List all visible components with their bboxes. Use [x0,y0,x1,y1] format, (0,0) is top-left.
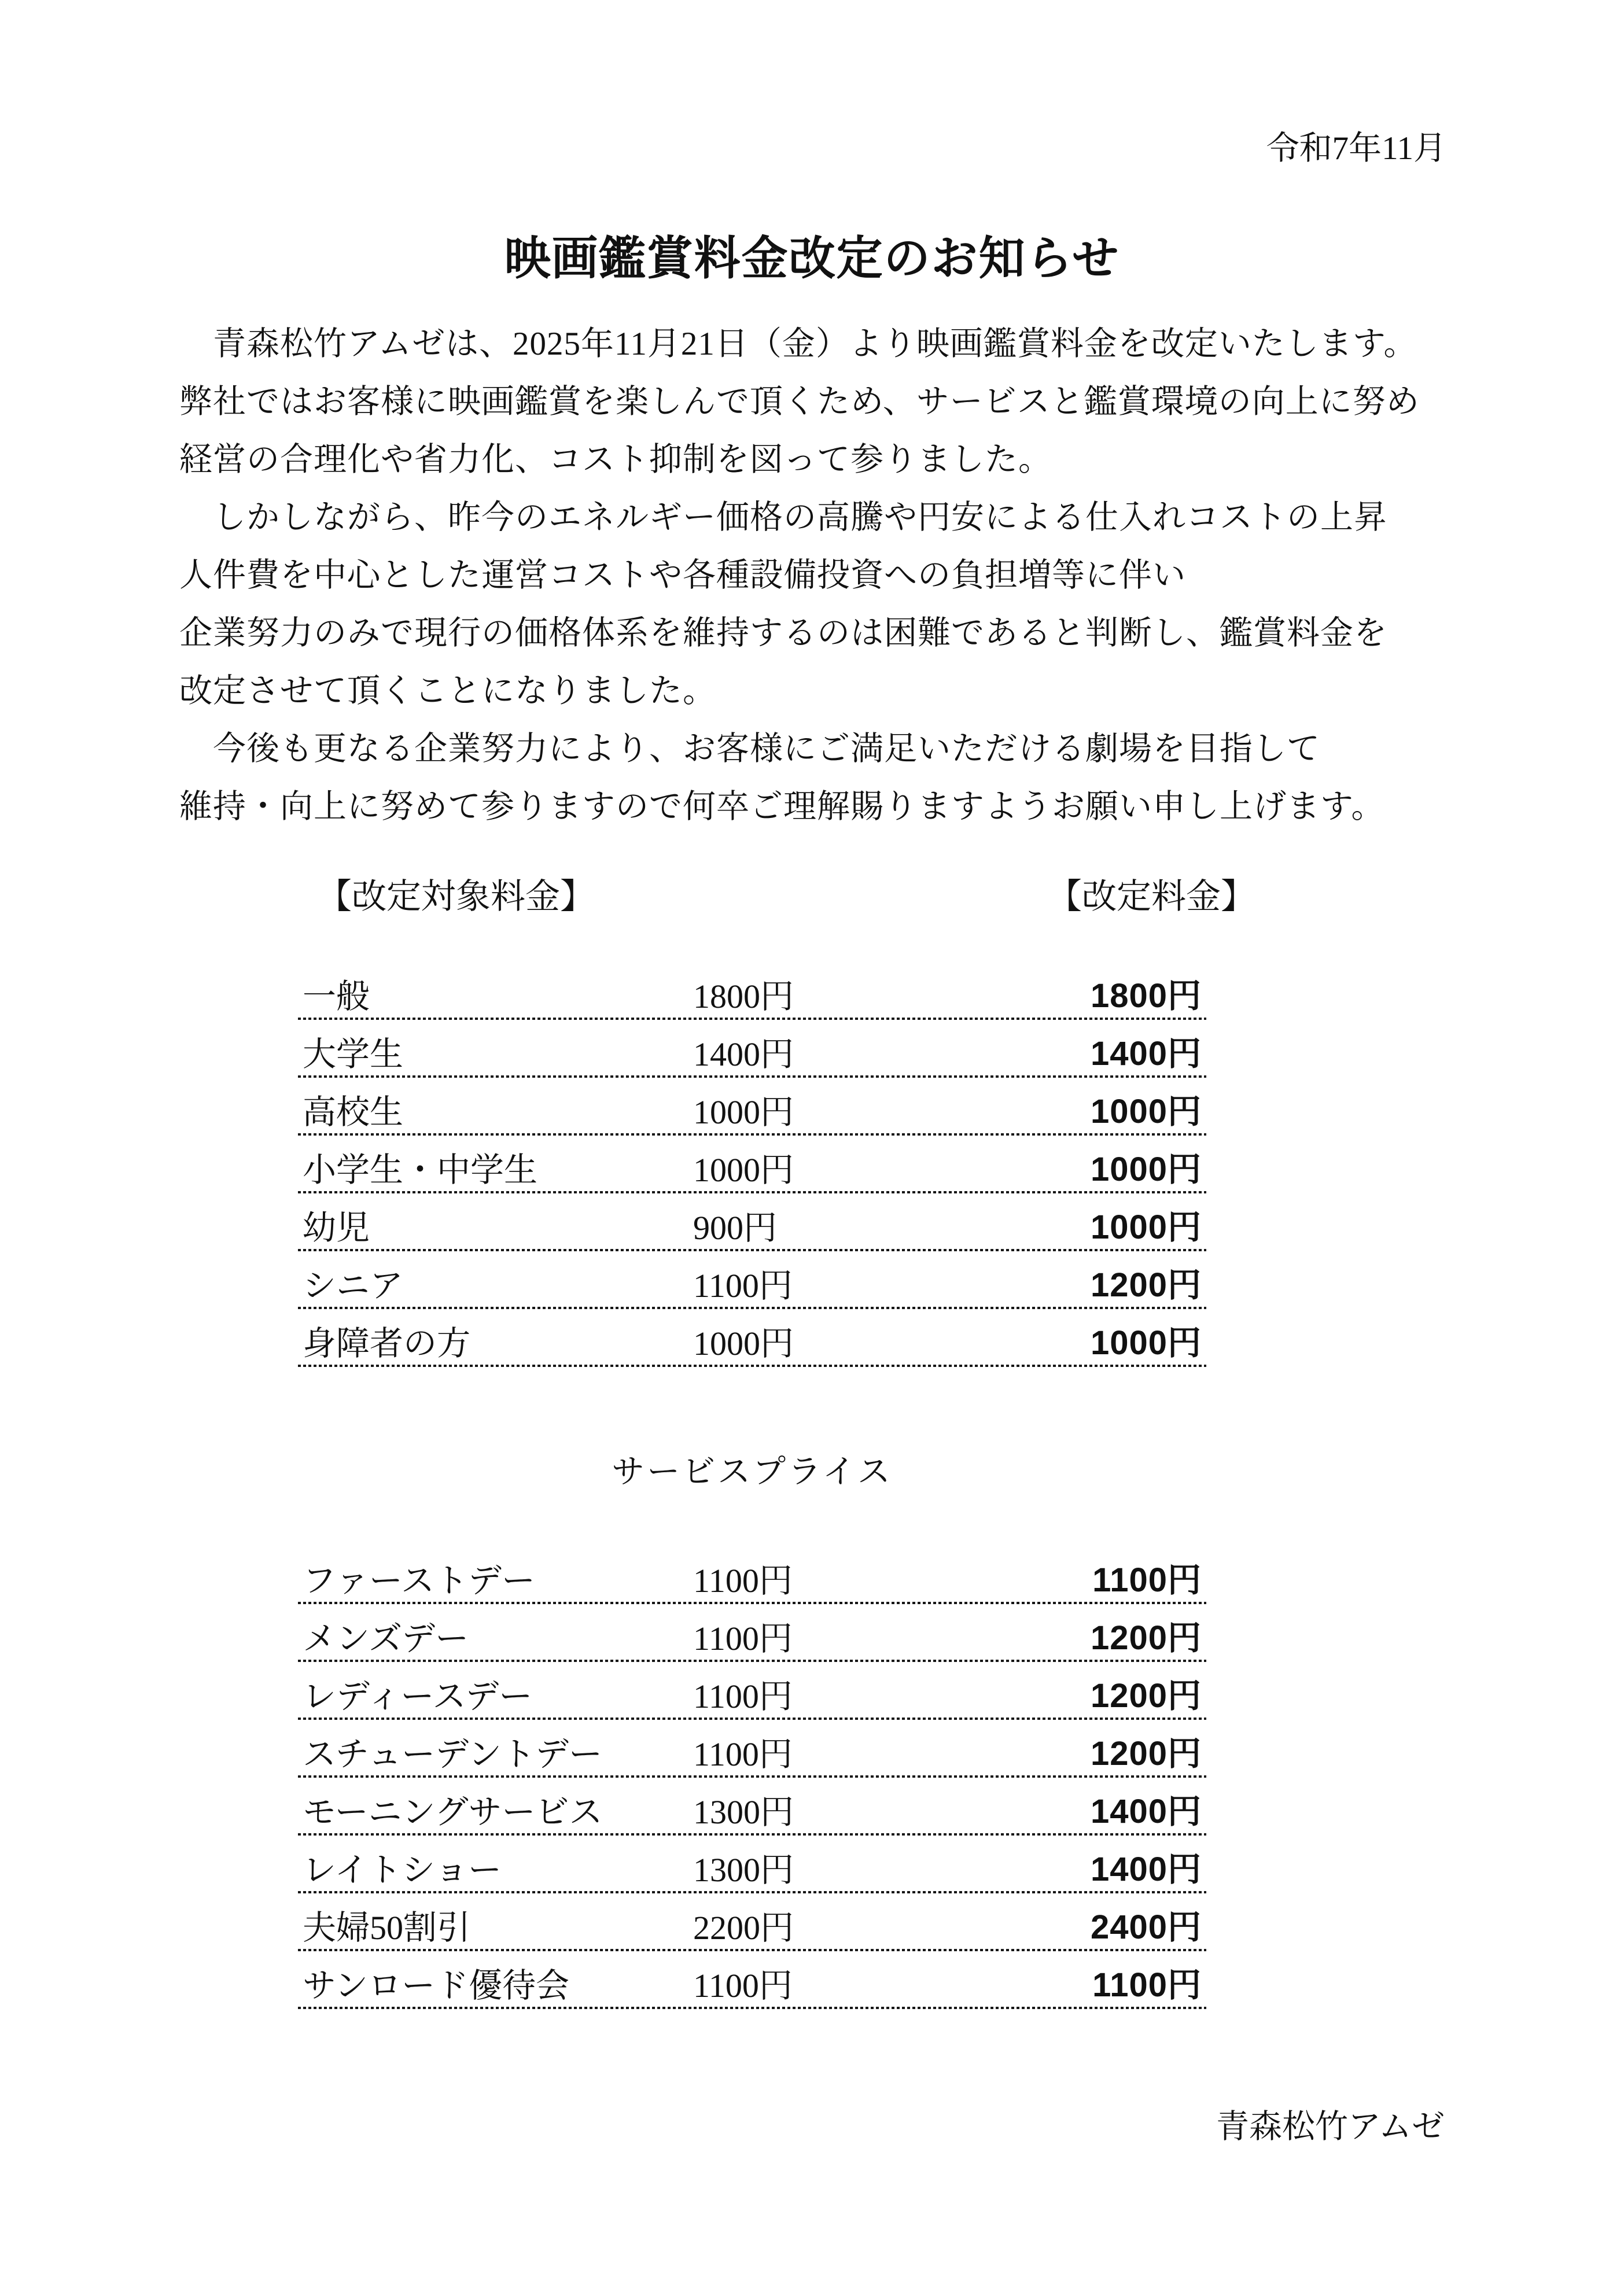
body-line: しかしながら、昨今のエネルギー価格の高騰や円安による仕入れコストの上昇 [179,499,1387,536]
table-row [298,1617,1206,1675]
revised-price: 1000円 [1090,1324,1202,1362]
table-row [298,975,1206,1033]
dashed-divider [298,1660,1206,1662]
revised-price: 1100円 [1092,1561,1202,1599]
current-price: 1000円 [693,1093,794,1131]
revised-price: 1000円 [1090,1208,1202,1246]
dashed-divider [298,1307,1206,1309]
dashed-divider [298,1075,1206,1078]
current-price: 1300円 [693,1793,794,1831]
revised-price: 1200円 [1090,1619,1202,1657]
service-name: モーニングサービス [303,1793,603,1831]
service-name: 夫婦50割引 [303,1909,471,1947]
service-name: スチューデントデー [303,1735,602,1773]
dashed-divider [298,1891,1206,1893]
standard-price-table [298,975,1206,1380]
current-price: 1100円 [693,1267,793,1304]
service-price-table [298,1559,1206,2022]
dashed-divider [298,1949,1206,1951]
body-line: 企業努力のみで現行の価格体系を維持するのは困難であると判断し、鑑賞料金を [179,615,1387,651]
ticket-category: 身障者の方 [303,1325,471,1362]
page-title: 映画鑑賞料金改定のお知らせ [504,232,1120,284]
dashed-divider [298,1833,1206,1836]
ticket-category: 大学生 [303,1035,404,1073]
revised-price: 1100円 [1092,1966,1202,2004]
price-column-headers [0,871,1624,923]
revised-price: 1000円 [1090,1151,1202,1188]
service-price-heading: サービスプライス [612,1454,893,1490]
table-row [298,1733,1206,1790]
current-price: 1400円 [693,1035,794,1073]
revised-price: 1800円 [1090,977,1202,1015]
service-name: レイトショー [303,1851,502,1889]
theater-name-signature: 青森松竹アムゼ [1216,2109,1445,2145]
current-price: 1300円 [693,1851,794,1889]
table-row [298,1906,1206,1964]
dashed-divider [298,1133,1206,1136]
table-row [298,1148,1206,1206]
service-name: レディースデー [303,1678,533,1715]
revised-price: 1400円 [1090,1851,1202,1888]
current-price: 1100円 [693,1967,793,2004]
revised-price: 1200円 [1090,1735,1202,1772]
dashed-divider [298,1365,1206,1367]
current-price: 1100円 [693,1735,793,1773]
table-row [298,1206,1206,1264]
table-row [298,1559,1206,1617]
ticket-category: シニア [303,1267,404,1304]
revised-price: 1200円 [1090,1677,1202,1715]
table-row [298,1848,1206,1906]
service-name: メンズデー [303,1620,469,1657]
dashed-divider [298,1249,1206,1251]
revised-price: 1400円 [1090,1035,1202,1073]
ticket-category: 高校生 [303,1093,404,1131]
ticket-category: 一般 [303,978,370,1015]
table-row [298,1264,1206,1322]
notice-body [179,315,1452,836]
table-row [298,1322,1206,1380]
body-line: 維持・向上に努めて参りますので何卒ご理解賜りますようお願い申し上げます。 [179,788,1385,825]
ticket-category: 幼児 [303,1209,370,1247]
dashed-divider [298,1602,1206,1604]
table-row [298,1090,1206,1148]
header-revised-prices: 【改定料金】 [1047,878,1255,916]
body-line: 人件費を中心とした運営コストや各種設備投資への負担増等に伴い [179,557,1186,594]
dashed-divider [298,1718,1206,1720]
issue-date: 令和7年11月 [1266,130,1446,167]
revised-price: 1000円 [1090,1093,1202,1130]
table-row [298,1964,1206,2022]
current-price: 1800円 [693,978,794,1015]
table-row [298,1790,1206,1848]
current-price: 1000円 [693,1151,794,1189]
current-price: 1100円 [693,1620,793,1657]
dashed-divider [298,1191,1206,1193]
body-line: 弊社ではお客様に映画鑑賞を楽しんで頂くため、サービスと鑑賞環境の向上に努め [179,384,1420,420]
revised-price: 2400円 [1090,1908,1202,1946]
body-line: 青森松竹アムゼは、2025年11月21日（金）より映画鑑賞料金を改定いたします。 [179,326,1417,362]
body-line: 改定させて頂くことになりました。 [179,673,716,709]
body-line: 今後も更なる企業努力により、お客様にご満足いただける劇場を目指して [179,731,1320,767]
body-line: 経営の合理化や省力化、コスト抑制を図って参りました。 [179,441,1052,478]
dashed-divider [298,2007,1206,2009]
current-price: 1000円 [693,1325,794,1362]
current-price: 2200円 [693,1909,794,1947]
service-name: ファーストデー [303,1562,535,1600]
header-current-prices: 【改定対象料金】 [317,878,595,916]
dashed-divider [298,1775,1206,1778]
revised-price: 1200円 [1090,1266,1202,1304]
service-name: サンロード優待会 [303,1967,570,2004]
current-price: 1100円 [693,1562,793,1600]
current-price: 1100円 [693,1678,793,1715]
table-row [298,1675,1206,1733]
dashed-divider [298,1018,1206,1020]
ticket-category: 小学生・中学生 [303,1151,538,1189]
revised-price: 1400円 [1090,1793,1202,1830]
table-row [298,1033,1206,1090]
current-price: 900円 [693,1209,778,1247]
